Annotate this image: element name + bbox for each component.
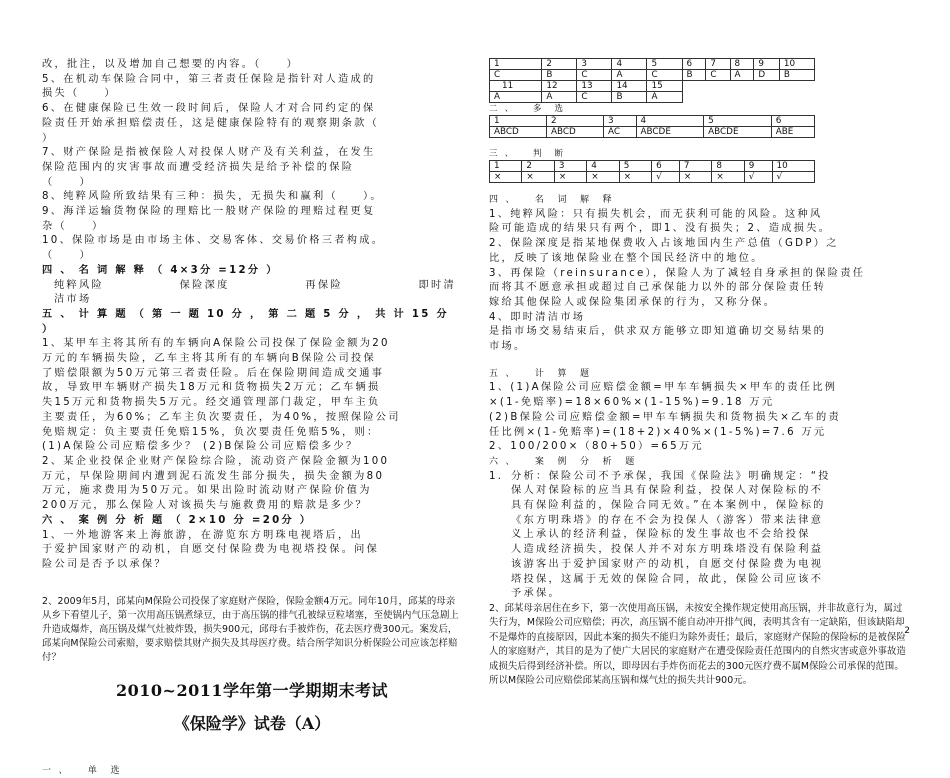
answer-row xyxy=(490,92,815,103)
text-line: 1、纯粹风险：只有损失机会，而无获利可能的风险。这种风 xyxy=(489,208,823,220)
answer-cell: 5 xyxy=(647,59,682,70)
text-line: 8、纯粹风险所致结果有三种：损失，无损失和赢利（ ）。 xyxy=(42,191,383,203)
case-2-answer: 2、邱某母亲居住在乡下，第一次使用高压锅，未按安全操作规定使用高压锅，并非故意行为，属过失行为，M保险公司应赔偿；再次，高压锅不能自动冲开排气阀，表明其含有一定缺陷，但该缺陷却不是爆炸的直接原因，因此本案的损失不能归为除外责任；最后，家庭财产保险的保险标的是被保险人的家庭财产，其目的是为了使广大居民的家庭财产在遭受保险责任范围内的自然灾害或意外事故造成损失后得到经济补偿。所以，即母因右手炸伤而花去的300元医疗费不属M保险公司承保的范围。所以M保险公司应赔偿邱某高压锅和煤气灶的损失共计900元。 xyxy=(489,602,906,687)
case-1-answer-body xyxy=(511,470,911,602)
case-1-number: 1. xyxy=(489,470,504,482)
text-line: 分析：保险公司不予承保，我国《保险法》明确规定：“投 xyxy=(511,470,831,482)
text-line: 免赔规定：负主要责任免赔15%，负次要责任免赔5%，则： xyxy=(42,426,380,438)
answer-cell: ABCDE xyxy=(704,127,772,138)
answer-cell: D xyxy=(754,70,779,81)
answer-cell: × xyxy=(490,172,522,183)
text-line: 险责任开始承担赔偿责任，这是健康保险特有的观察期条款（ xyxy=(42,117,380,129)
answer-cell: A xyxy=(647,92,682,103)
exam-title: 2010~2011学年第一学期期末考试 xyxy=(116,680,388,700)
term-definitions xyxy=(489,208,911,355)
answer-cell: 2 xyxy=(542,59,577,70)
case-1-answer xyxy=(489,470,911,602)
answer-cell: C xyxy=(490,70,542,81)
calculation-questions xyxy=(42,337,462,513)
text-line: 200万元，那么保险人对该损失与施救费用的赔款是多少？ xyxy=(42,500,369,512)
answer-cell: A xyxy=(542,92,577,103)
text-line: 保险范围内的灾害事故而遭受经济损失是给予补偿的保险 xyxy=(42,161,355,173)
case-2-question: 2、2009年5月，邱某向M保险公司投保了家庭财产保险，保险金额4万元。同年10月，邱某的母亲从乡下看望儿子，第一次用高压锅煮绿豆，由于高压锅的排气孔被绿豆粒堵塞，至使锅内气压急剧上升造成爆炸，高压锅及煤气灶被炸毁，损失900元，邱母右手被炸伤，花去医疗费300元。案发后，邱某向M保险公司索赔，要求赔偿其财产损失及其母医疗费。结合所学知识分析保险公司应该怎样赔付？ xyxy=(42,595,459,664)
term-4: 即时清 xyxy=(418,279,456,291)
text-line: ×(1-免赔率)=18×60%×(1-15%)=9.18 万元 xyxy=(489,397,775,409)
answer-cell: × xyxy=(712,172,744,183)
text-line: 塔投保，这属于无效的保险合同，故此，保险公司应该不 xyxy=(511,573,824,585)
answer-cell: 14 xyxy=(612,81,647,92)
answer-cell: 7 xyxy=(679,161,711,172)
page-number: 2 xyxy=(904,626,910,636)
answer-cell: ABCD xyxy=(490,127,547,138)
text-line: 保人对保险标的应当具有保险利益，投保人对保险标的不 xyxy=(511,485,824,497)
text-line: 1、某甲车主将其所有的车辆向A保险公司投保了保险金额为20 xyxy=(42,338,390,350)
text-line: 该游客出于爱护国家财产的动机，自愿交付保险费为电视 xyxy=(511,558,824,570)
text-line: 了赔偿限额为50万元第三者责任险。后在保险期间造成交通事 xyxy=(42,367,385,379)
text-line: 具有保险利益的，保险合同无效。”在本案例中，保险标的 xyxy=(511,500,826,512)
answer-cell: 9 xyxy=(744,161,772,172)
answer-row xyxy=(490,70,815,81)
text-line: 万元，早保险期间内遭到泥石流发生部分损失，损失金额为80 xyxy=(42,470,385,482)
text-line: 10、保险市场是由市场主体、交易客体、交易价格三者构成。 xyxy=(42,235,385,247)
text-line: 4、即时清洁市场 xyxy=(489,311,586,323)
text-line: 险公司是否予以承保？ xyxy=(42,558,167,570)
section5-title: 五 、 计 算 题 （ 第 一 题 10 分 ， 第 二 题 5 分 ， 共 计 15 分 ） xyxy=(42,308,449,335)
term-4-tail: 洁市场 xyxy=(54,294,92,306)
answer-cell: C xyxy=(577,92,612,103)
text-line: 而将其不愿意承担或超过自己承保能力以外的部分保险责任转 xyxy=(489,282,827,294)
answer-cell: 6 xyxy=(652,161,680,172)
text-line: 杂（ ） xyxy=(42,220,105,232)
answer-cell: ABCDE xyxy=(636,127,704,138)
true-false-head: 三 、 判 断 xyxy=(489,149,566,159)
answer-cell: 5 xyxy=(704,116,772,127)
answer-cell: B xyxy=(612,92,647,103)
answer-cell: 8 xyxy=(730,59,754,70)
text-line: 1、(1)A保险公司应赔偿金额=甲车车辆损失×甲车的责任比例 xyxy=(489,382,838,394)
text-line: 5、在机动车保险合同中，第三者责任保险是指针对人造成的 xyxy=(42,73,376,85)
answer-cell: × xyxy=(522,172,554,183)
answer-cell: 2 xyxy=(522,161,554,172)
text-line: 市场。 xyxy=(489,341,527,353)
answer-cell: 4 xyxy=(636,116,704,127)
term-2: 保险深度 xyxy=(179,279,230,291)
answer-cell: √ xyxy=(652,172,680,183)
answer-cell: 3 xyxy=(577,59,612,70)
answer-cell: 4 xyxy=(612,59,647,70)
answer-cell: 5 xyxy=(619,161,651,172)
answer-cell: 10 xyxy=(779,59,814,70)
section6-head: 六 、 案 例 分 析 题 xyxy=(489,456,637,467)
text-line: 比，反映了该地保险业在整个国民经济中的地位。 xyxy=(489,252,764,264)
text-line: 险可能造成的结果只有两个，即1、没有损失；2、造成损失。 xyxy=(489,223,832,235)
text-line: 故，导致甲车辆财产损失18万元和货物损失2万元；乙车辆损 xyxy=(42,382,381,394)
answer-cell: × xyxy=(554,172,586,183)
answer-cell: 4 xyxy=(587,161,619,172)
text-line: 失15万元和货物损失5万元。经交通管理部门裁定，甲车主负 xyxy=(42,397,381,409)
answer-cell: 2 xyxy=(547,116,604,127)
text-line: 是指市场交易结束后，供求双方能够立即知道确切交易结果的 xyxy=(489,326,827,338)
answer-cell: 1 xyxy=(490,59,542,70)
text-line: 主要责任，为60%；乙车主负次要责任，为40%，按照保险公司 xyxy=(42,411,401,423)
text-line: 万元，施求费用为50万元。如果出险时流动财产保险价值为 xyxy=(42,485,372,497)
section4-head: 四 、 名 词 解 释 xyxy=(489,195,614,205)
answer-row xyxy=(490,172,815,183)
text-line: （ ） xyxy=(42,250,92,262)
answer-row xyxy=(490,59,815,70)
answer-cell: × xyxy=(587,172,619,183)
answer-cell: √ xyxy=(744,172,772,183)
answer-cell: ABE xyxy=(771,127,814,138)
text-line: 改，批注，以及增加自己想要的内容。（ ） xyxy=(42,59,300,70)
answer-cell: 11 xyxy=(490,81,542,92)
calculation-answers xyxy=(489,381,911,455)
section6-title: 六 、 案 例 分 析 题 （ 2×10 分 =20分 ） xyxy=(42,514,313,526)
answer-cell: B xyxy=(682,70,706,81)
text-line: 损失（ ） xyxy=(42,88,117,100)
text-line: (1)A保险公司应赔偿多少？ (2)B保险公司应赔偿多少？ xyxy=(42,441,359,453)
multi-choice-head: 二 、 多 选 xyxy=(489,104,566,114)
answer-cell: 10 xyxy=(772,161,814,172)
answer-row xyxy=(490,161,815,172)
answer-cell: 3 xyxy=(554,161,586,172)
text-line: （ ） xyxy=(42,176,92,188)
answer-cell: C xyxy=(706,70,730,81)
text-line: 1、一外地游客来上海旅游，在游览东方明珠电视塔后，出 xyxy=(42,529,363,541)
answer-cell: ABCD xyxy=(547,127,604,138)
text-line: 万元的车辆损失险，乙车主将其所有的车辆向B保险公司投保 xyxy=(42,353,376,365)
text-line: 嫁给其他保险人或保险集团承保的行为，又称分保。 xyxy=(489,296,777,308)
answer-cell: C xyxy=(577,70,612,81)
answer-cell: 3 xyxy=(604,116,637,127)
text-line: 7、财产保险是指被保险人对投保人财产及有关利益，在发生 xyxy=(42,147,376,159)
text-line: 予承保。 xyxy=(511,588,561,600)
answer-cell: 15 xyxy=(647,81,682,92)
section4-title: 四 、 名 词 解 释 （ 4×3分 =12分 ） xyxy=(42,264,279,276)
answer-cell: A xyxy=(730,70,754,81)
true-false-questions xyxy=(42,58,462,264)
true-false-answer-table xyxy=(489,160,815,183)
answer-cell: 6 xyxy=(682,59,706,70)
section5-head: 五 、 计 算 题 xyxy=(489,368,592,379)
answer-cell: 7 xyxy=(706,59,730,70)
answer-row xyxy=(490,127,815,138)
exam-subtitle: 《保险学》试卷（A） xyxy=(173,713,331,733)
text-line: 《东方明珠塔》的存在不会为投保人（游客）带来法律意 xyxy=(511,514,824,526)
text-line: 任比例×(1-免赔率)=(18+2)×40%×(1-5%)=7.6 万元 xyxy=(489,426,827,438)
answer-cell: 8 xyxy=(712,161,744,172)
answer-cell: 6 xyxy=(771,116,814,127)
term-3: 再保险 xyxy=(305,279,343,291)
text-line: 9、海洋运输货物保险的理赔比一般财产保险的理赔过程更复 xyxy=(42,206,376,218)
answer-cell: 9 xyxy=(754,59,779,70)
answer-row xyxy=(490,81,815,92)
text-line: (2)B保险公司应赔偿金额=甲车车辆损失和货物损失×乙车的责 xyxy=(489,411,841,423)
answer-cell: B xyxy=(542,70,577,81)
text-line: 3、再保险（reinsurance），保险人为了减轻自身承担的保险责任 xyxy=(489,267,866,279)
answer-cell: 1 xyxy=(490,161,522,172)
answer-cell: √ xyxy=(772,172,814,183)
text-line: 义上承认的经济利益，保险标的发生事故也不会给投保 xyxy=(511,529,811,541)
single-choice-answer-table xyxy=(489,58,815,103)
case-questions xyxy=(42,529,462,573)
answer-cell: 13 xyxy=(577,81,612,92)
text-line: 于爱护国家财产的动机，自愿交付保险费为电视塔投保。问保 xyxy=(42,544,380,556)
terms-row xyxy=(42,279,462,294)
term-1: 纯粹风险 xyxy=(54,279,104,291)
answer-row xyxy=(490,116,815,127)
answer-cell: 1 xyxy=(490,116,547,127)
answer-cell: × xyxy=(679,172,711,183)
text-line: 6、在健康保险已生效一段时间后，保险人才对合同约定的保 xyxy=(42,103,376,115)
text-line: 人造成经济损失，投保人并不对东方明珠塔没有保险利益 xyxy=(511,544,824,556)
multi-choice-answer-table xyxy=(489,115,815,138)
answer-cell: A xyxy=(612,70,647,81)
answer-cell: A xyxy=(490,92,542,103)
left-column xyxy=(42,0,462,778)
answer-cell: × xyxy=(619,172,651,183)
answer-cell: B xyxy=(779,70,814,81)
right-column xyxy=(489,0,911,688)
section1-head: 一 、 单 选 xyxy=(42,765,122,776)
text-line: ） xyxy=(42,132,55,144)
text-line: 2、保险深度是指某地保费收入占该地国内生产总值（GDP）之 xyxy=(489,238,839,250)
answer-cell: C xyxy=(647,70,682,81)
text-line: 2、100/200×（80+50）=65万元 xyxy=(489,441,704,453)
text-line: 2、某企业投保企业财产保险综合险，流动资产保险金额为100 xyxy=(42,455,390,467)
answer-cell: AC xyxy=(604,127,637,138)
answer-cell: 12 xyxy=(542,81,577,92)
